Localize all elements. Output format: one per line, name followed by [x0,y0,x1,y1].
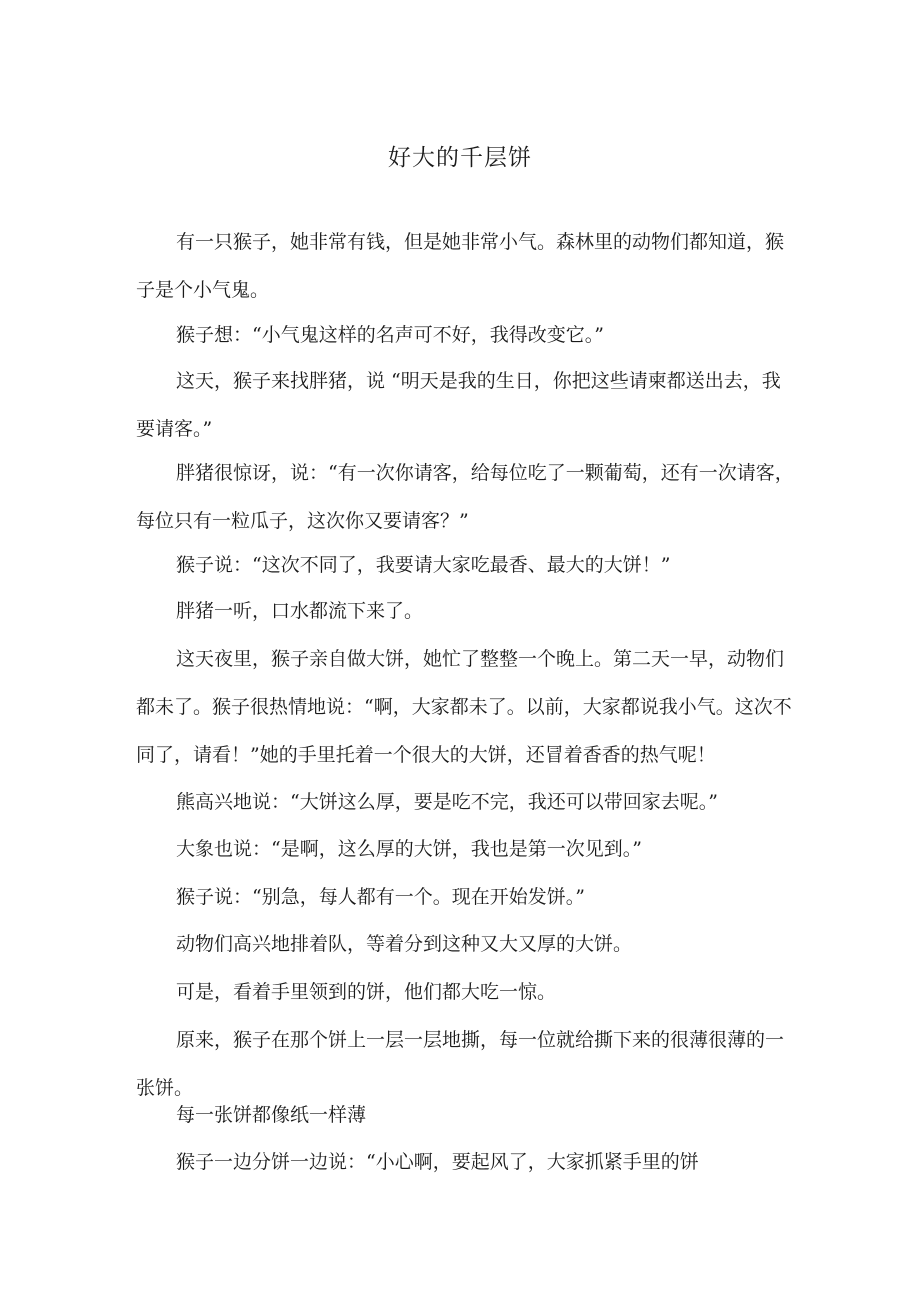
paragraph-9: 大象也说：“是啊，这么厚的大饼，我也是第一次见到。” [176,838,642,860]
paragraph-12: 可是，看着手里领到的饼，他们都大吃一惊。 [176,981,557,1003]
paragraph-5: 猴子说：“这次不同了，我要请大家吃最香、最大的大饼！” [176,554,671,576]
paragraph-11: 动物们高兴地排着队，等着分到这种又大又厚的大饼。 [176,933,633,955]
paragraph-10: 猴子说：“别急，每人都有一个。现在开始发饼。” [176,886,585,908]
page-title: 好大的千层饼 [388,145,532,171]
paragraph-1: 有一只猴子，她非常有钱，但是她非常小气。森林里的动物们都知道，猴子是个小气鬼。 [136,231,785,301]
paragraph-8: 熊高兴地说：“大饼这么厚，要是吃不完，我还可以带回家去呢。” [176,791,718,813]
paragraph-13: 原来，猴子在那个饼上一层一层地撕，每一位就给撕下来的很薄很薄的一张饼。 [136,1029,785,1099]
paragraph-4: 胖猪很惊讶，说：“有一次你请客，给每位吃了一颗葡萄，还有一次请客，每位只有一粒瓜子，这次你又要请客？” [136,462,794,532]
paragraph-6: 胖猪一听，口水都流下来了。 [176,600,424,622]
paragraph-15: 猴子一边分饼一边说：“小心啊，要起风了，大家抓紧手里的饼 [176,1151,699,1173]
paragraph-7: 这天夜里，猴子亲自做大饼，她忙了整整一个晚上。第二天一早，动物们都未了。猴子很热情地说：“啊，大家都未了。以前，大家都说我小气。这次不同了，请看！”她的手里托着一个很大的大饼，还冒着香香的热气呢！ [136,648,792,766]
paragraph-2: 猴子想：“小气鬼这样的名声可不好，我得改变它。” [176,324,604,346]
paragraph-14: 每一张饼都像纸一样薄 [176,1104,367,1126]
paragraph-3: 这天，猴子来找胖猪，说 “明天是我的生日，你把这些请柬都送出去，我要请客。” [136,370,781,440]
